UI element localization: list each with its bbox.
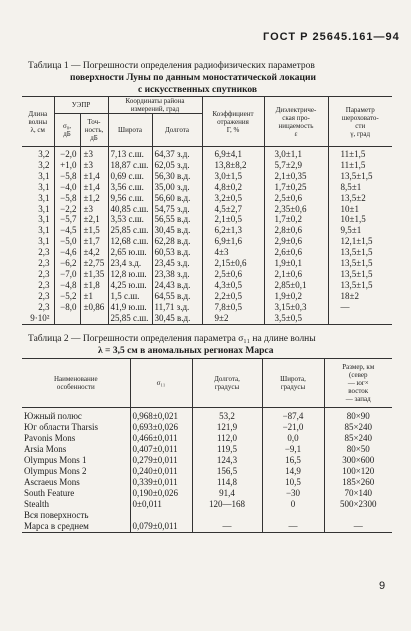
table2-cell-lat: −9,1 [284, 444, 302, 454]
table1-cell-eps: 2,8±0,6 [274, 225, 302, 236]
table1-cell-refl: 2,2±0,5 [214, 290, 242, 301]
column-feature-name [22, 408, 130, 533]
header-sigma11: σ₁₁ [130, 359, 192, 408]
table1-cell-refl: 6,2±1,3 [214, 225, 242, 236]
table1-cell-sigma: −4,0 [60, 181, 77, 192]
table1-cell-lon: 30,45 в.д. [154, 312, 191, 323]
table1-cell-accuracy: ±1,2 [83, 192, 100, 203]
table1-cell-eps: 2,1±0,35 [274, 170, 307, 181]
table2-cell-size: 80×90 [346, 411, 370, 421]
table1-cell-rough [341, 313, 393, 324]
table1-cell-wavelength: 3,1 [38, 214, 50, 225]
header-longitude: Долгота, градусы [192, 359, 262, 408]
table2-cell-sigma: 0,190±0,026 [132, 488, 178, 498]
table1-cell-refl: 3,0±1,5 [214, 170, 242, 181]
table1-cell-eps: 1,7±0,2 [274, 214, 302, 225]
table1-cell-eps: 2,1±0,6 [274, 268, 302, 279]
table1-cell-lat: 3,56 с.ш. [110, 181, 144, 192]
table1-cell-lat: 25,85 с.ш. [110, 225, 149, 236]
table1-cell-lat: 18,87 с.ш. [110, 159, 149, 170]
table1-cell-accuracy: ±3 [83, 203, 93, 214]
table2-cell-sigma: 0,407±0,011 [132, 444, 178, 454]
table1-cell-wavelength: 2,3 [38, 279, 50, 290]
table1-cell-sigma: −5,0 [60, 236, 77, 247]
column-accuracy [80, 147, 108, 325]
table2-cell-size: 300×600 [342, 455, 375, 465]
table2-cell-size: 185×260 [342, 477, 375, 487]
table1-cell-refl: 4,3±0,5 [214, 279, 242, 290]
table1-caption-line: поверхности Луны по данным моностатической локации [70, 73, 316, 83]
table1-cell-rough: 18±2 [340, 290, 359, 301]
table1-cell-lat: 23,4 з.д. [110, 258, 142, 269]
table1-cell-accuracy: ±3 [83, 159, 93, 170]
table1-cell-eps: 1,7±0,25 [274, 181, 307, 192]
header-coords: Координаты района измерений, град [108, 97, 202, 114]
table2-cell-lon: 112,0 [217, 433, 237, 443]
table1-cell-refl: 2,15±0,6 [214, 258, 247, 269]
table1-cell-eps: 1,9±0,1 [274, 258, 302, 269]
table2-cell-lat: 0 [290, 499, 296, 509]
table1-cell-lat: 25,85 с.ш. [110, 312, 149, 323]
table1-cell-sigma: −8,0 [60, 301, 77, 312]
table2-cell-name: Olympus Mons 2 [24, 466, 87, 476]
table2-cell-sigma: 0,240±0,011 [132, 466, 178, 476]
table1-cell-sigma: −7,0 [60, 268, 77, 279]
table1-cell-sigma: +1,0 [60, 159, 77, 170]
table2-cell-name: Stealth [24, 499, 49, 509]
table1-cell-lon: 35,00 з.д. [154, 181, 190, 192]
column-reflectivity [202, 147, 264, 325]
table1-cell-rough: 12,1±1,5 [340, 236, 373, 247]
table2-cell-size [325, 510, 393, 521]
table1-cell-wavelength: 3,1 [38, 192, 50, 203]
table2-cell-name: Вся поверхность [24, 510, 89, 520]
table1-cell-eps: 2,9±0,6 [274, 236, 302, 247]
table1-cell-eps: 2,5±0,6 [274, 192, 302, 203]
table1-cell-lon: 24,43 в.д. [154, 279, 191, 290]
table1-cell-lon: 56,60 в.д. [154, 192, 191, 203]
table2-cell-size: 80×50 [346, 444, 370, 454]
table2-cell-size: 85×240 [344, 422, 373, 432]
table2-cell-sigma: 0,968±0,021 [132, 411, 178, 421]
table1-cell-rough: 10±1,5 [340, 214, 366, 225]
column-wavelength [22, 147, 54, 325]
column-latitude [262, 408, 324, 533]
table1-cell-lon: 60,53 в.д. [154, 247, 191, 258]
table2-cell-name: Arsia Mons [24, 444, 67, 454]
column-longitude [152, 147, 202, 325]
table1-cell-rough: 13,5±1,5 [340, 268, 373, 279]
table2-cell-name: South Feature [24, 488, 75, 498]
table1-cell-wavelength: 3,2 [38, 149, 50, 159]
column-longitude [192, 408, 262, 533]
table1-cell-refl: 3,2±0,5 [214, 192, 242, 203]
table1-cell-accuracy: ±1,4 [83, 181, 100, 192]
table1-cell-lon: 62,28 в.д. [154, 236, 191, 247]
table2-caption [28, 333, 316, 357]
table1-cell-lon: 30,45 в.д. [154, 225, 191, 236]
table1-cell-sigma: −5,7 [60, 214, 77, 225]
table1-cell-rough: 10±1 [340, 203, 359, 214]
table1-cell-sigma: −2,2 [60, 203, 77, 214]
table1-cell-eps: 2,35±0,6 [274, 203, 307, 214]
table2-cell-lon: 156,5 [216, 466, 238, 476]
table1-cell-lat: 0,69 с.ш. [110, 170, 144, 181]
table1-cell-lat: 40,85 с.ш. [110, 203, 149, 214]
header-reflectivity: Коэффициент отражения Г, % [202, 97, 264, 147]
table1-cell-wavelength: 9·10² [30, 312, 50, 323]
page-number: 9 [379, 580, 386, 592]
table2-cell-name: Olympus Mons 1 [24, 455, 87, 465]
table1-cell-lon: 23,38 з.д. [154, 268, 190, 279]
table2-cell-lon: 53,2 [219, 411, 235, 421]
table1-cell-wavelength: 3,1 [38, 225, 50, 236]
table2-cell-lat: −21,0 [282, 422, 304, 432]
table1-cell-lat: 12,8 ю.ш. [110, 268, 147, 279]
table1-cell-refl: 13,8±8,2 [214, 159, 247, 170]
table2-cell-sigma: 0,079±0,011 [132, 521, 178, 531]
table1-cell-lon: 62,05 з.д. [154, 159, 190, 170]
table1-cell-refl: 9±2 [214, 312, 229, 323]
column-roughness [328, 147, 392, 325]
table1-cell-sigma: −5,8 [60, 192, 77, 203]
table1-cell-accuracy: ±1,8 [83, 279, 100, 290]
table1-cell-lon: 64,37 з.д. [154, 149, 190, 159]
table1-cell-lon: 56,30 в.д. [154, 170, 191, 181]
table1-cell-rough: 8,5±1 [340, 181, 362, 192]
column-latitude [108, 147, 152, 325]
table1-cell-accuracy: ±3 [83, 149, 93, 159]
table1-cell-rough: 11±1,5 [340, 149, 366, 159]
table1-cell-wavelength: 3,1 [38, 181, 50, 192]
table2-cell-lon: 121,9 [216, 422, 238, 432]
document-header: ГОСТ Р 25645.161—94 [263, 31, 400, 43]
table2-cell-name: Ascraeus Mons [24, 477, 80, 487]
table2-cell-lon: 91,4 [219, 488, 235, 498]
table1-cell-rough: 13,5±1,5 [340, 258, 373, 269]
table1-cell-refl: 6,9±1,6 [214, 236, 242, 247]
table1-cell-wavelength: 3,1 [38, 203, 50, 214]
table1-cell-wavelength: 2,3 [38, 290, 50, 301]
table2-cell-sigma [133, 510, 192, 521]
table2-cell-lon: 124,3 [216, 455, 238, 465]
header-feature-name: Наименование особенности [53, 375, 98, 391]
header-roughness: Параметр шероховато- сти γ, град [328, 97, 392, 147]
table1-cell-eps: 3,0±1,1 [274, 149, 302, 159]
table2-cell-lon: 114,8 [217, 477, 237, 487]
table2-cell-lat: −87,4 [282, 411, 304, 421]
table2-cell-lat: −30 [285, 488, 301, 498]
table1-cell-accuracy: ±4,2 [83, 247, 100, 258]
table2-cell-sigma: 0,693±0,026 [132, 422, 178, 432]
table1-cell-wavelength: 2,3 [38, 301, 50, 312]
table1-cell-refl: 4,8±0,2 [214, 181, 242, 192]
table1-cell-wavelength: 3,1 [38, 170, 50, 181]
table1-cell-rough: 11±1,5 [340, 159, 366, 170]
table1-cell-accuracy: ±1,7 [83, 236, 100, 247]
table1-cell-accuracy: ±2,1 [83, 214, 100, 225]
table1-cell-lon: 23,45 з.д. [154, 258, 190, 269]
table2-cell-size: — [353, 521, 363, 531]
header-permittivity: Диэлектриче- ская про- ницаемость ε [264, 97, 328, 147]
table1-cell-accuracy: ±2,75 [83, 258, 105, 269]
table1-cell-refl: 4±3 [214, 247, 229, 258]
table2-cell-name: Марса в среднем [24, 521, 89, 531]
table1-cell-refl: 2,5±0,6 [214, 268, 242, 279]
table1-cell-sigma: −2,0 [60, 149, 77, 159]
table1-cell-sigma: −6,2 [60, 258, 77, 269]
header-wavelength: Длина волны λ, см [28, 109, 48, 134]
table2-cell-sigma: 0,466±0,011 [132, 433, 178, 443]
table1-cell-accuracy: ±1 [83, 290, 93, 301]
table1-cell-lon: 64,55 в.д. [154, 290, 191, 301]
table1-cell-accuracy: ±1,35 [83, 268, 105, 279]
table2-cell-lat: 0,0 [287, 433, 299, 443]
table2-cell-size: 70×140 [344, 488, 373, 498]
table1-cell-accuracy: ±0,86 [83, 301, 105, 312]
header-accuracy: Точ- ность, дБ [80, 114, 108, 147]
header-sigma: σ₀, дБ [54, 114, 80, 147]
table2-cell-name: Pavonis Mons [24, 433, 76, 443]
table2-cell-name: Южный полюс [24, 411, 82, 421]
table1-cell-sigma: −4,5 [60, 225, 77, 236]
table2-cell-lon [193, 510, 262, 521]
header-ueps: УЭПР [54, 97, 108, 114]
table1-cell-refl: 2,1±0,5 [214, 214, 242, 225]
table1-cell-eps: 1,9±0,2 [274, 290, 302, 301]
table2-cell-lat: — [288, 521, 298, 531]
table1-cell-sigma: −5,8 [60, 170, 77, 181]
table1-cell-lon: 54,75 з.д. [154, 203, 190, 214]
table1-cell-refl: 6,9±4,1 [214, 149, 242, 159]
table2-cell-lat [263, 510, 324, 521]
table1-cell-lat: 2,65 ю.ш. [110, 247, 147, 258]
table1-cell-accuracy: ±1,5 [83, 225, 100, 236]
table2 [22, 358, 392, 533]
table1 [22, 96, 392, 325]
header-size: Размер, км (север — юг× восток — запад [324, 359, 392, 408]
column-sigma [54, 147, 80, 325]
table2-cell-size: 100×120 [342, 466, 375, 476]
table1-caption-line: с искусственных спутников [138, 85, 258, 95]
table2-caption-line: Таблица 2 — Погрешности определения параметра σ₁₁ на длине волны [28, 334, 316, 344]
column-sigma11 [130, 408, 192, 533]
table1-cell-eps: 5,7±2,9 [274, 159, 302, 170]
table1-cell-sigma: −5,2 [60, 290, 77, 301]
table2-cell-size: 85×240 [344, 433, 373, 443]
table1-cell-wavelength: 3,1 [38, 236, 50, 247]
header-longitude: Долгота [152, 114, 202, 147]
table1-cell-wavelength: 2,3 [38, 258, 50, 269]
table1-cell-eps: 3,5±0,5 [274, 312, 302, 323]
table1-cell-lon: 11,71 з.д. [154, 301, 190, 312]
table1-cell-rough: 9,5±1 [340, 225, 362, 236]
table1-cell-wavelength: 3,2 [38, 159, 50, 170]
table1-cell-rough: 13,5±1,5 [340, 247, 373, 258]
table2-cell-lat: 14,9 [285, 466, 301, 476]
table1-cell-rough: 13,5±1,5 [340, 170, 373, 181]
table1-caption [28, 60, 316, 96]
table1-cell-eps: 2,6±0,6 [274, 247, 302, 258]
table2-cell-lat: 16,5 [285, 455, 301, 465]
header-latitude: Широта [108, 114, 152, 147]
table1-cell-lat: 3,53 с.ш. [110, 214, 144, 225]
table1-cell-rough: 13,5±1,5 [340, 279, 373, 290]
table1-cell-lat: 41,9 ю.ш. [110, 301, 147, 312]
table1-cell-rough: — [340, 301, 350, 312]
table2-cell-size: 500×2300 [339, 499, 377, 509]
table1-cell-sigma: −4,8 [60, 279, 77, 290]
table2-cell-sigma: 0,339±0,011 [132, 477, 178, 487]
table1-cell-sigma: −4,6 [60, 247, 77, 258]
table1-cell-eps: 3,15±0,3 [274, 301, 307, 312]
table2-cell-lon: 120—168 [209, 499, 245, 509]
table1-cell-rough: 13,5±2 [340, 192, 366, 203]
column-permittivity [264, 147, 328, 325]
table1-cell-refl: 7,8±0,5 [214, 301, 242, 312]
table1-cell-accuracy: ±1,4 [83, 170, 100, 181]
table1-cell-wavelength: 2,3 [38, 247, 50, 258]
table1-cell-lat: 12,68 с.ш. [110, 236, 149, 247]
table1-caption-line: Таблица 1 — Погрешности определения радиофизических параметров [28, 61, 315, 71]
table1-cell-wavelength: 2,3 [38, 268, 50, 279]
table1-cell-lon: 56,55 в.д. [154, 214, 191, 225]
table1-cell-lat: 7,13 с.ш. [110, 149, 144, 159]
table2-caption-line: λ = 3,5 см в аномальных регионах Марса [98, 346, 274, 356]
table1-cell-refl: 4,5±2,7 [214, 203, 242, 214]
table1-cell-lat: 4,25 ю.ш. [110, 279, 147, 290]
table2-cell-sigma: 0±0,011 [132, 499, 162, 509]
header-latitude: Широта, градусы [262, 359, 324, 408]
table1-cell-lat: 9,56 с.ш. [110, 192, 144, 203]
table2-cell-lon: — [222, 521, 232, 531]
table2-cell-lat: 10,5 [285, 477, 301, 487]
table1-cell-eps: 2,85±0,1 [274, 279, 307, 290]
table2-cell-name: Юг области Tharsis [24, 422, 99, 432]
column-size [324, 408, 392, 533]
table1-cell-lat: 1,5 с.ш. [110, 290, 140, 301]
table2-cell-lon: 119,5 [217, 444, 237, 454]
table2-cell-sigma: 0,279±0,011 [132, 455, 178, 465]
